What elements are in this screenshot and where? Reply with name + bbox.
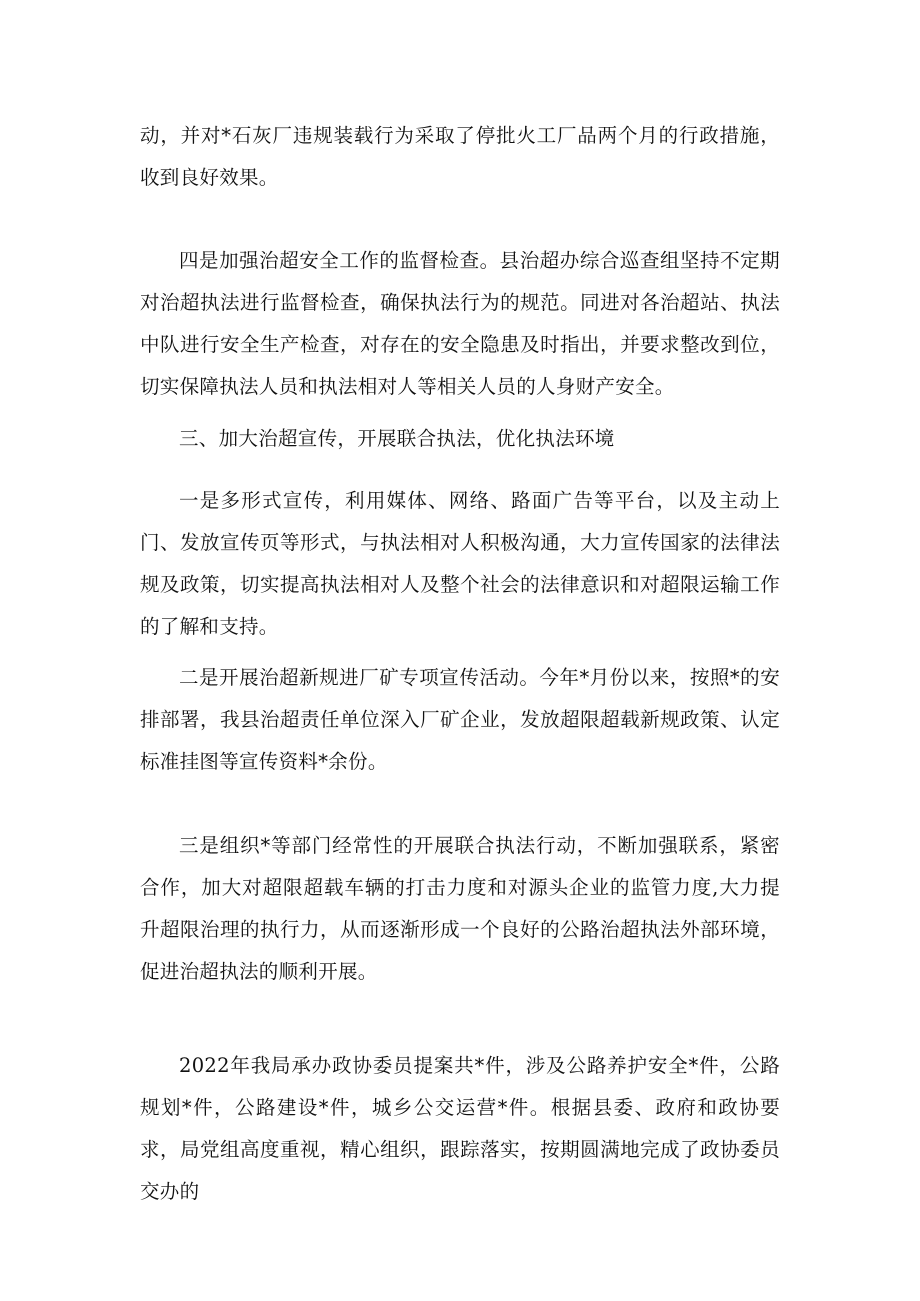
paragraph-4: 一是多形式宣传，利用媒体、网络、路面广告等平台，以及主动上门、发放宣传页等形式，与执法相对人积极沟通，大力宣传国家的法律法规及政策，切实提高执法相对人及整个社会的法律意识和对超限运输工作的了解和支持。 xyxy=(140,489,780,638)
section-heading: 三、加大治超宣传，开展联合执法，优化执法环境 xyxy=(179,427,615,450)
paragraph-5: 二是开展治超新规进厂矿专项宣传活动。今年*月份以来，按照*的安排部署，我县治超责任单位深入厂矿企业，发放超限超载新规政策、认定标准挂图等宣传资料*余份。 xyxy=(140,666,780,773)
paragraph-1: 动，并对*石灰厂违规装载行为采取了停批火工厂品两个月的行政措施，收到良好效果。 xyxy=(140,124,780,189)
paragraph-7: 2022年我局承办政协委员提案共*件，涉及公路养护安全*件，公路规划*件，公路建设*件，城乡公交运营*件。根据县委、政府和政协要求，局党组高度重视，精心组织，跟踪落实，按期圆满地完成了政协委员交办的 xyxy=(140,1054,780,1203)
paragraph-6: 三是组织*等部门经常性的开展联合执法行动，不断加强联系，紧密合作，加大对超限超载车辆的打击力度和对源头企业的监管力度,大力提升超限治理的执行力，从而逐渐形成一个良好的公路治超执法外部环境，促进治超执法的顺利开展。 xyxy=(140,834,780,983)
paragraph-2: 四是加强治超安全工作的监督检查。县治超办综合巡查组坚持不定期对治超执法进行监督检查，确保执法行为的规范。同进对各治超站、执法中队进行安全生产检查，对存在的安全隐患及时指出，并要求整改到位，切实保障执法人员和执法相对人等相关人员的人身财产安全。 xyxy=(140,249,780,398)
